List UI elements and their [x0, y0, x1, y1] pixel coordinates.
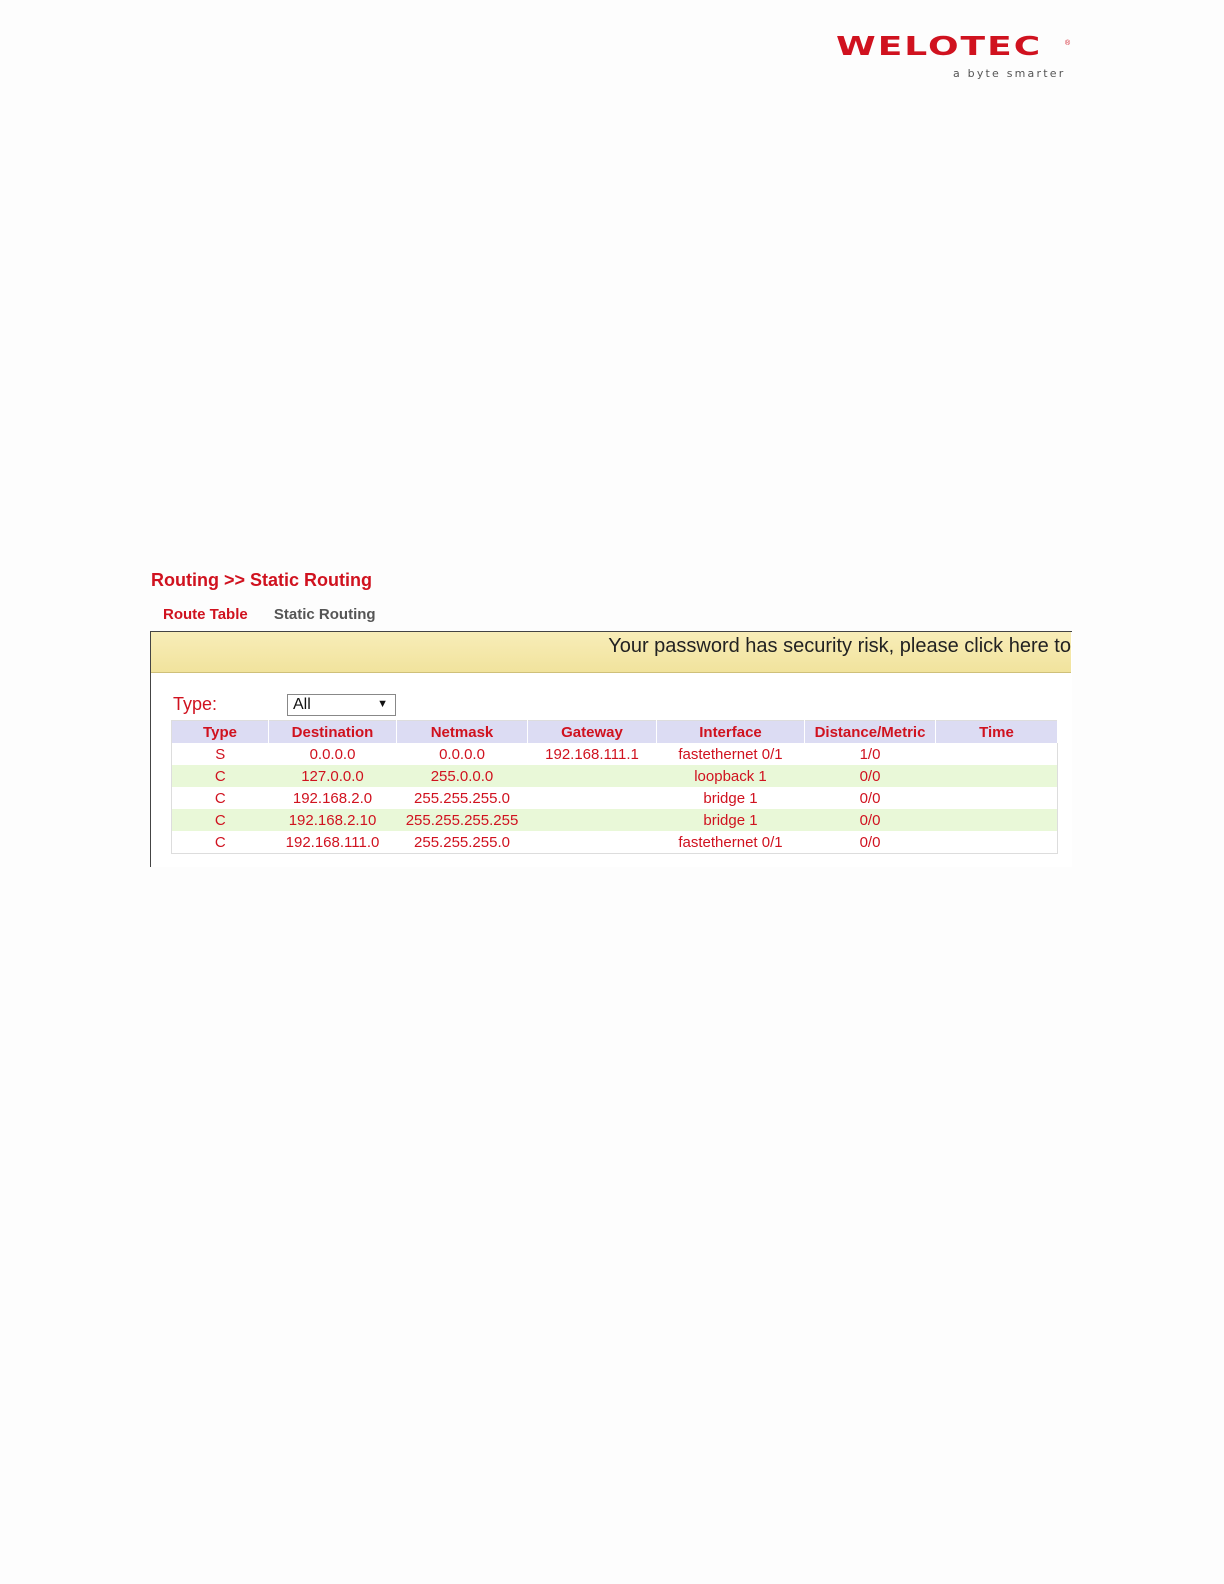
- cell-netmask: 255.255.255.0: [397, 787, 528, 809]
- cell-netmask: 255.0.0.0: [397, 765, 528, 787]
- cell-destination: 127.0.0.0: [269, 765, 397, 787]
- type-filter-label: Type:: [173, 694, 218, 714]
- cell-distance-metric: 0/0: [805, 787, 936, 809]
- logo-tagline: a byte smarter: [953, 67, 1066, 80]
- column-header-destination: Destination: [269, 721, 397, 744]
- cell-time: [936, 743, 1058, 765]
- security-warning-banner: [151, 632, 1071, 673]
- route-table: [171, 720, 1058, 854]
- cell-netmask: 255.255.255.0: [397, 831, 528, 854]
- cell-type: C: [172, 765, 269, 787]
- tab-bar: [163, 606, 398, 623]
- cell-interface: bridge 1: [657, 809, 805, 831]
- table-row: [172, 809, 1058, 831]
- cell-interface: fastethernet 0/1: [657, 743, 805, 765]
- cell-distance-metric: 1/0: [805, 743, 936, 765]
- breadcrumb: Routing >> Static Routing: [151, 570, 372, 590]
- cell-type: C: [172, 831, 269, 854]
- cell-type: C: [172, 809, 269, 831]
- cell-time: [936, 831, 1058, 854]
- registered-mark: ®: [1065, 40, 1071, 47]
- cell-gateway: [528, 831, 657, 854]
- content-panel: [150, 631, 1072, 867]
- column-header-time: Time: [936, 721, 1058, 744]
- cell-netmask: 255.255.255.255: [397, 809, 528, 831]
- column-header-netmask: Netmask: [397, 721, 528, 744]
- cell-type: S: [172, 743, 269, 765]
- tab-route-table[interactable]: Route Table: [163, 606, 248, 623]
- cell-netmask: 0.0.0.0: [397, 743, 528, 765]
- cell-gateway: 192.168.111.1: [528, 743, 657, 765]
- table-row: [172, 831, 1058, 854]
- table-row: [172, 743, 1058, 765]
- column-header-gateway: Gateway: [528, 721, 657, 744]
- cell-interface: bridge 1: [657, 787, 805, 809]
- cell-interface: fastethernet 0/1: [657, 831, 805, 854]
- cell-gateway: [528, 765, 657, 787]
- cell-distance-metric: 0/0: [805, 765, 936, 787]
- table-header-row: [172, 721, 1058, 744]
- tab-static-routing[interactable]: Static Routing: [273, 606, 376, 623]
- column-header-interface: Interface: [657, 721, 805, 744]
- column-header-type: Type: [172, 721, 269, 744]
- cell-time: [936, 765, 1058, 787]
- table-row: [172, 787, 1058, 809]
- cell-interface: loopback 1: [657, 765, 805, 787]
- cell-gateway: [528, 809, 657, 831]
- cell-distance-metric: 0/0: [805, 809, 936, 831]
- cell-destination: 192.168.111.0: [269, 831, 397, 854]
- table-row: [172, 765, 1058, 787]
- cell-distance-metric: 0/0: [805, 831, 936, 854]
- cell-destination: 0.0.0.0: [269, 743, 397, 765]
- welotec-logo: [836, 31, 1076, 84]
- security-warning-link[interactable]: Your password has security risk, please click here to: [608, 635, 1071, 657]
- cell-time: [936, 787, 1058, 809]
- cell-gateway: [528, 787, 657, 809]
- logo-wordmark: WELOTEC: [836, 31, 1043, 62]
- type-filter-value: All: [293, 696, 311, 713]
- cell-destination: 192.168.2.0: [269, 787, 397, 809]
- router-ui-screenshot: [150, 566, 1071, 866]
- column-header-distance-metric: Distance/Metric: [805, 721, 936, 744]
- dropdown-arrow-icon: ▼: [377, 698, 388, 710]
- cell-destination: 192.168.2.10: [269, 809, 397, 831]
- type-filter-select[interactable]: [287, 694, 396, 716]
- cell-time: [936, 809, 1058, 831]
- cell-type: C: [172, 787, 269, 809]
